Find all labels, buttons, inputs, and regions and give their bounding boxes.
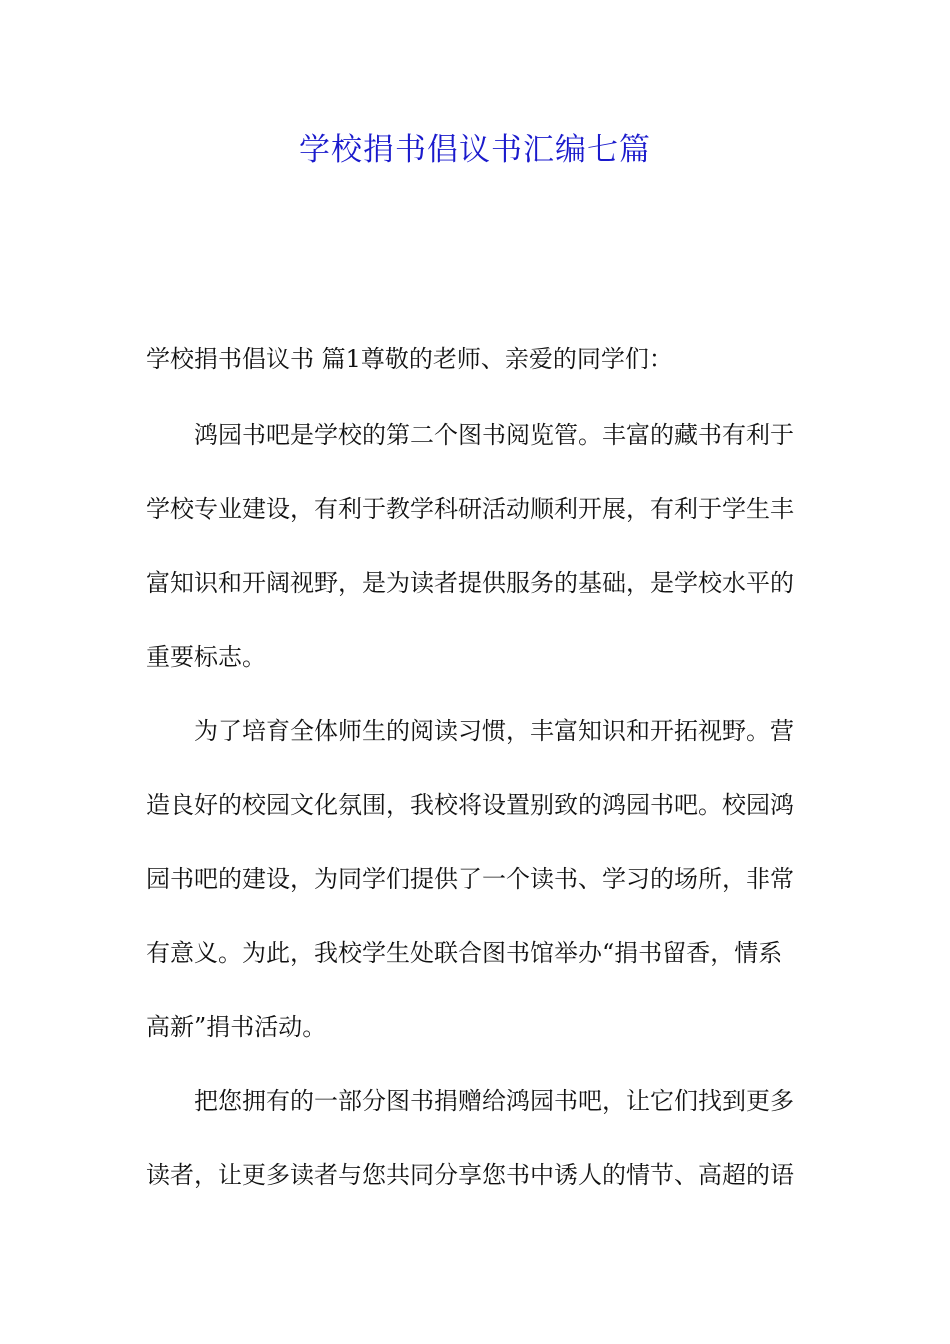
paragraph-line: 鸿园书吧是学校的第二个图书阅览管。丰富的藏书有利于 xyxy=(194,421,794,449)
paragraph-line: 学校专业建设，有利于教学科研活动顺利开展，有利于学生丰 xyxy=(146,495,794,523)
paragraph-line: 造良好的校园文化氛围，我校将设置别致的鸿园书吧。校园鸿 xyxy=(146,791,794,819)
document-title: 学校捐书倡议书汇编七篇 xyxy=(299,132,651,168)
paragraph-line: 读者，让更多读者与您共同分享您书中诱人的情节、高超的语 xyxy=(146,1161,794,1189)
paragraph-line: 有意义。为此，我校学生处联合图书馆举办“捐书留香，情系 xyxy=(146,939,783,967)
paragraph-line: 重要标志。 xyxy=(146,643,266,671)
paragraph-line: 园书吧的建设，为同学们提供了一个读书、学习的场所，非常 xyxy=(146,865,794,893)
paragraph-line: 富知识和开阔视野，是为读者提供服务的基础，是学校水平的 xyxy=(146,569,794,597)
heading-line: 学校捐书倡议书 篇1尊敬的老师、亲爱的同学们： xyxy=(146,345,673,373)
paragraph-line: 为了培育全体师生的阅读习惯，丰富知识和开拓视野。营 xyxy=(194,717,794,745)
heading-line-block xyxy=(146,322,806,396)
paragraph-line: 把您拥有的一部分图书捐赠给鸿园书吧，让它们找到更多 xyxy=(194,1087,794,1115)
paragraph-line: 高新”捐书活动。 xyxy=(146,1013,327,1041)
paragraph-3 xyxy=(146,1064,806,1212)
paragraph-2 xyxy=(146,694,806,1064)
paragraph-1 xyxy=(146,398,806,694)
